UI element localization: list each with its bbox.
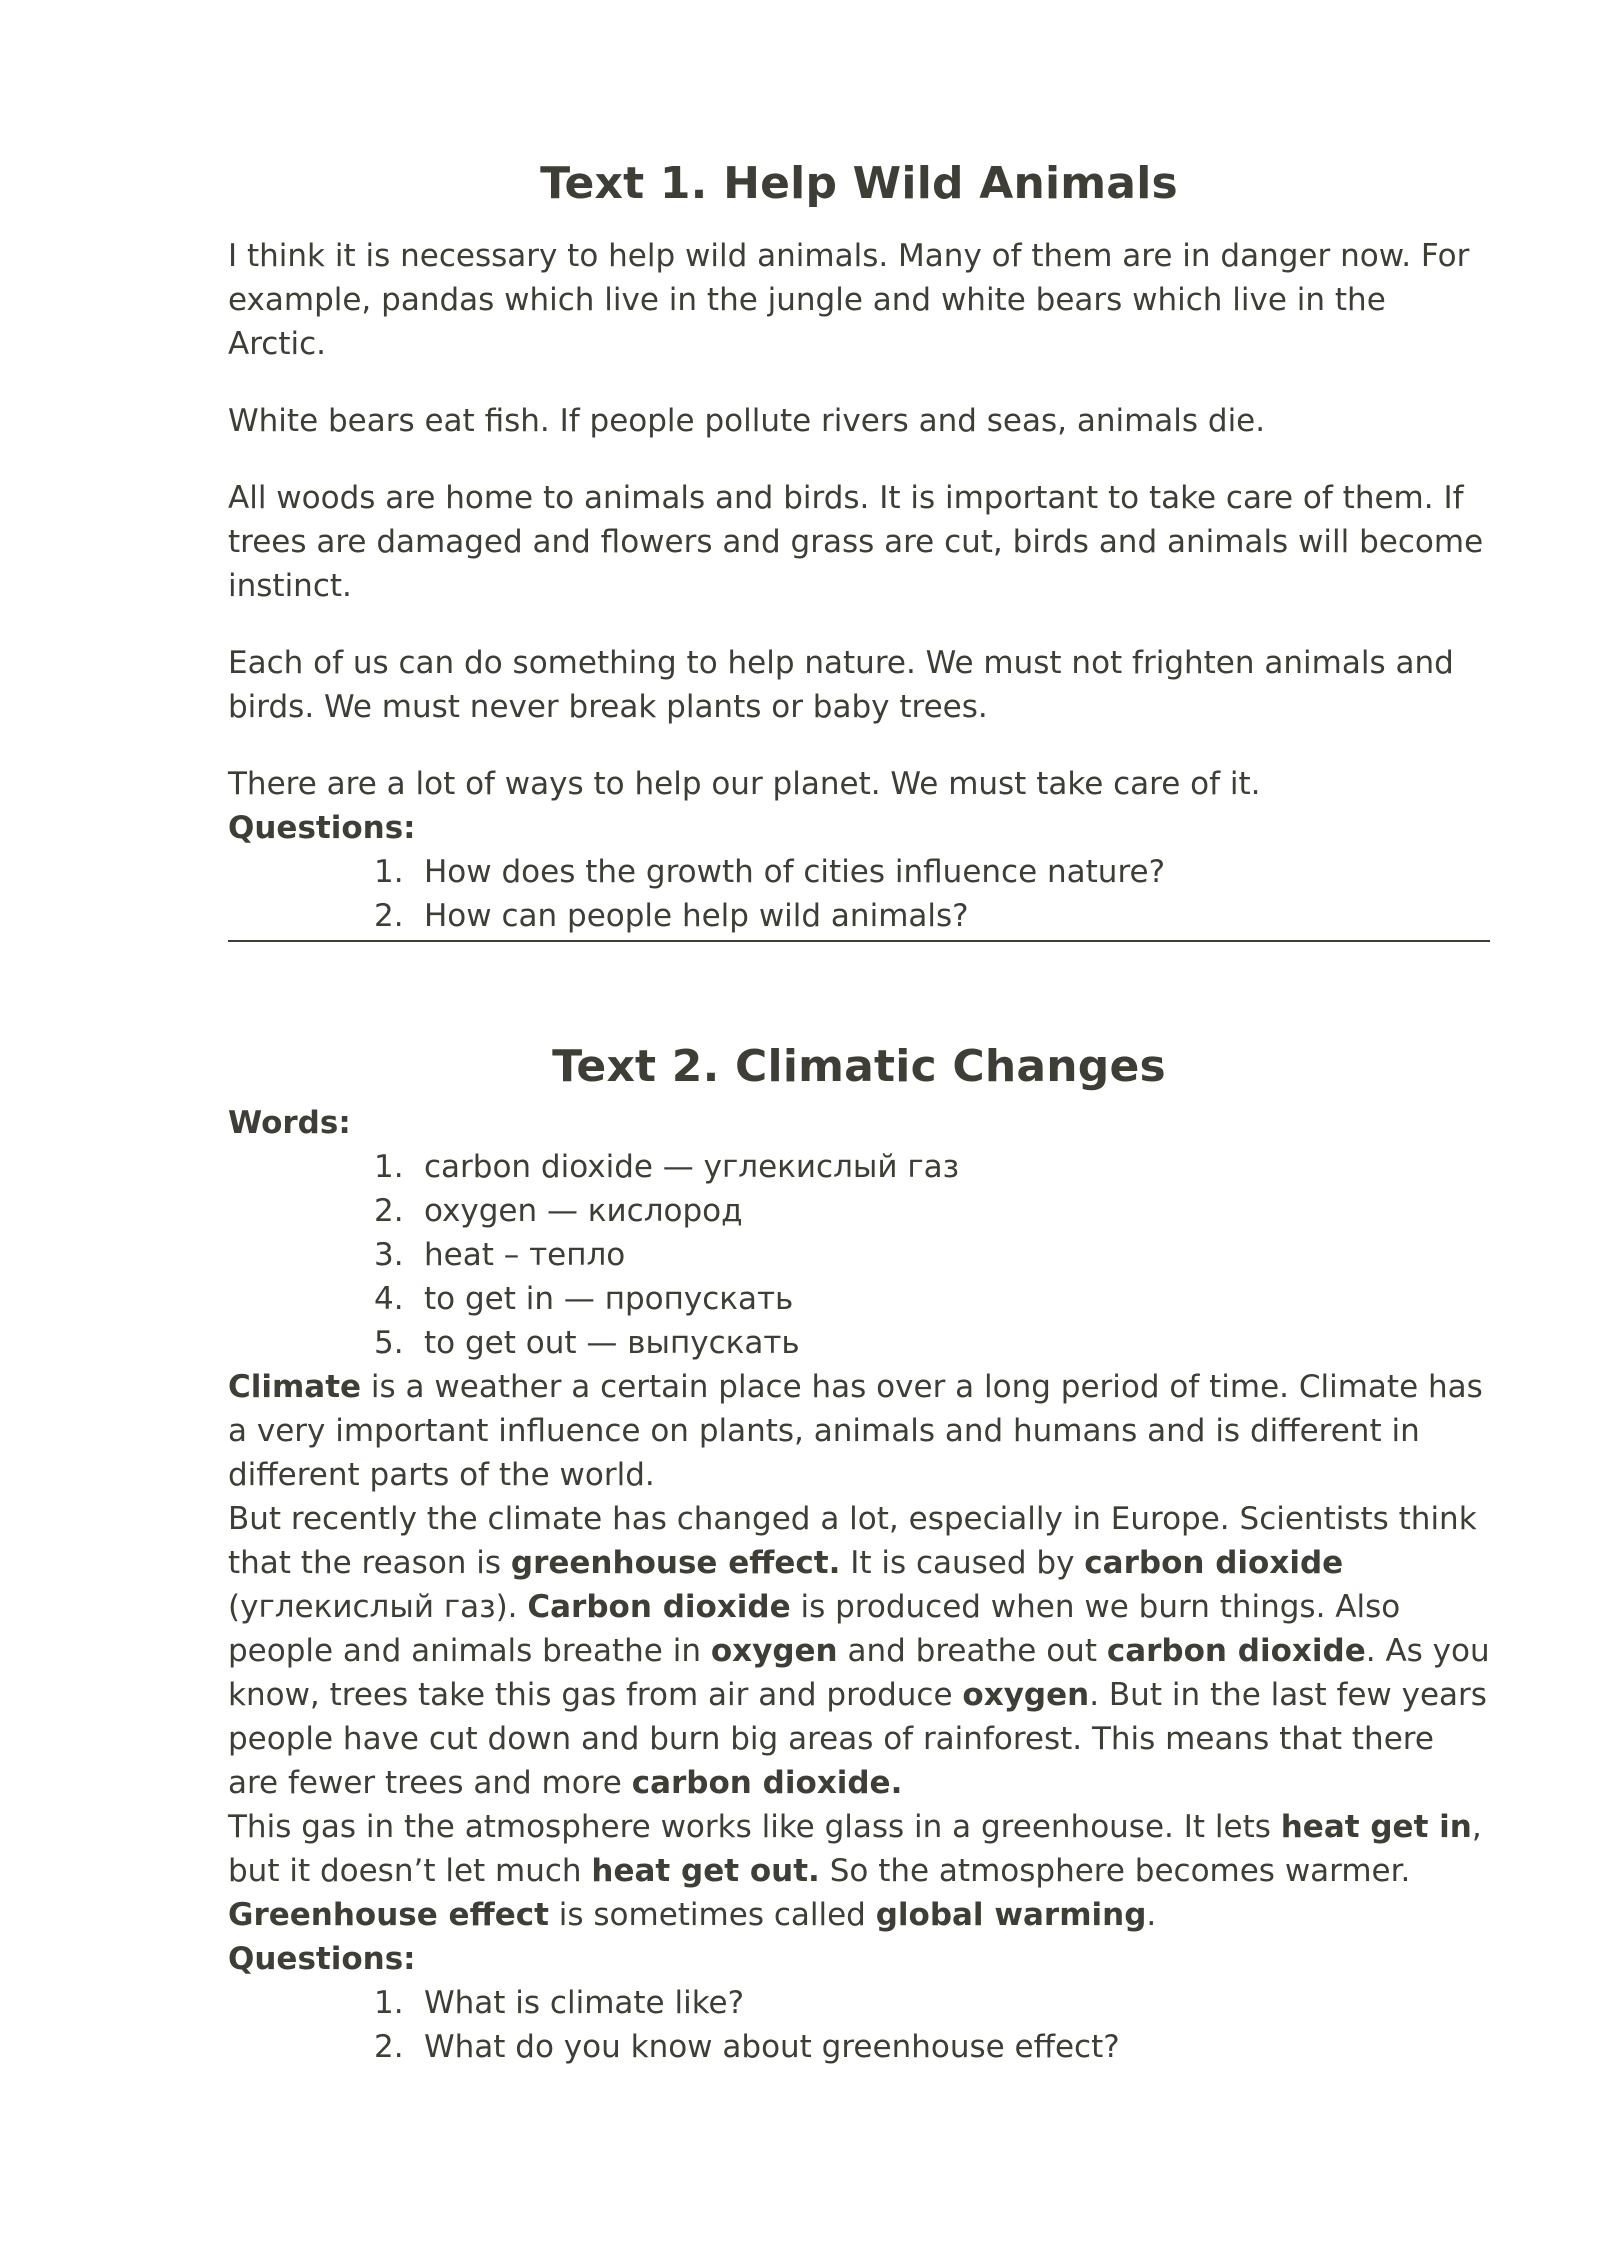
list-item — [228, 850, 1490, 894]
text-run: This gas in the atmosphere works like glass in a greenhouse. It lets — [228, 1809, 1281, 1845]
list-item — [228, 1145, 1490, 1189]
text1-paragraph: All woods are home to animals and birds. It is important to take care of them. If trees are damaged and flowers and grass are cut, birds and animals will become instinct. — [228, 480, 1484, 604]
bold-term: global warming — [875, 1897, 1147, 1933]
bold-term: greenhouse effect. — [510, 1545, 841, 1581]
text-run: So the atmosphere becomes warmer. — [819, 1853, 1411, 1889]
text1-section — [228, 150, 1490, 942]
text2-words-label: Words: — [228, 1105, 351, 1141]
text1-questions-label: Questions: — [228, 810, 416, 846]
list-number: 1. — [374, 1149, 404, 1185]
question-text: What do you know about greenhouse effect? — [424, 2029, 1120, 2065]
text1-questions-list — [228, 850, 1490, 938]
text-run: and breathe out — [837, 1633, 1107, 1669]
text-run: (углекислый газ). — [228, 1589, 528, 1625]
question-text: How can people help wild animals? — [424, 898, 969, 934]
text-run: . As you know, trees take this gas from air and produce — [228, 1633, 1490, 1713]
text2-questions-list — [228, 1981, 1490, 2069]
text2-paragraph-3 — [228, 1805, 1490, 1937]
list-item — [228, 1233, 1490, 1277]
list-number: 1. — [374, 854, 404, 890]
bold-term: heat get in — [1280, 1809, 1472, 1845]
list-number: 2. — [374, 898, 404, 934]
text-run: is sometimes called — [548, 1897, 876, 1933]
vocabulary-entry: heat – тепло — [424, 1237, 626, 1273]
text2-section — [228, 1033, 1490, 2069]
list-item — [228, 1321, 1490, 1365]
bold-term: oxygen — [962, 1677, 1090, 1713]
question-text: How does the growth of cities influence nature? — [424, 854, 1166, 890]
bold-term: oxygen — [710, 1633, 838, 1669]
list-item — [228, 2025, 1490, 2069]
text-run: is produced when we burn things. Also people and animals breathe in — [228, 1589, 1401, 1669]
text2-words-list — [228, 1145, 1490, 1365]
list-number: 2. — [374, 1193, 404, 1229]
bold-term: Carbon dioxide — [527, 1589, 791, 1625]
text1-paragraph: Each of us can do something to help nature. We must not frighten animals and birds. We must never break plants or baby trees. — [228, 645, 1454, 725]
question-text: What is climate like? — [424, 1985, 745, 2021]
vocabulary-entry: to get in — пропускать — [424, 1281, 794, 1317]
text-run: But recently the climate has changed a lot, especially in Europe. Scientists think that the reason is — [228, 1501, 1477, 1581]
list-number: 1. — [374, 1985, 404, 2021]
bold-term: carbon dioxide — [1084, 1545, 1344, 1581]
bold-term: carbon dioxide — [1106, 1633, 1366, 1669]
bold-term: carbon dioxide. — [631, 1765, 903, 1801]
text2-title: Text 2. Climatic Changes — [552, 1041, 1166, 1092]
bold-term: Climate — [228, 1369, 362, 1405]
text-run: . — [1146, 1897, 1157, 1933]
text2-questions-label: Questions: — [228, 1941, 416, 1977]
vocabulary-entry: carbon dioxide — углекислый газ — [424, 1149, 960, 1185]
vocabulary-entry: oxygen — кислород — [424, 1193, 743, 1229]
bold-term: heat get out. — [591, 1853, 820, 1889]
text2-paragraph-1 — [228, 1365, 1490, 1497]
list-number: 3. — [374, 1237, 404, 1273]
text1-title: Text 1. Help Wild Animals — [540, 158, 1178, 209]
list-item — [228, 1981, 1490, 2025]
list-number: 4. — [374, 1281, 404, 1317]
text-run: is a weather a certain place has over a long period of time. Climate has a very important influence on plants, animals and humans and is different in different parts of the world. — [228, 1369, 1483, 1493]
text-run: It is caused by — [840, 1545, 1085, 1581]
vocabulary-entry: to get out — выпускать — [424, 1325, 800, 1361]
text2-paragraph-2 — [228, 1497, 1490, 1805]
text-run: , but it doesn’t let much — [228, 1809, 1482, 1889]
list-number: 2. — [374, 2029, 404, 2065]
list-number: 5. — [374, 1325, 404, 1361]
list-item — [228, 1189, 1490, 1233]
text-run: . But in the last few years people have cut down and burn big areas of rainforest. This means that there are fewer trees and more — [228, 1677, 1487, 1801]
text1-paragraph: I think it is necessary to help wild animals. Many of them are in danger now. For example, pandas which live in the jungle and white bears which live in the Arctic. — [228, 238, 1470, 362]
text1-paragraph: White bears eat fish. If people pollute rivers and seas, animals die. — [228, 403, 1266, 439]
list-item — [228, 1277, 1490, 1321]
text1-paragraph: There are a lot of ways to help our planet. We must take care of it. — [228, 766, 1261, 802]
list-item — [228, 894, 1490, 938]
horizontal-divider — [228, 940, 1490, 942]
bold-term: Greenhouse effect — [228, 1897, 549, 1933]
